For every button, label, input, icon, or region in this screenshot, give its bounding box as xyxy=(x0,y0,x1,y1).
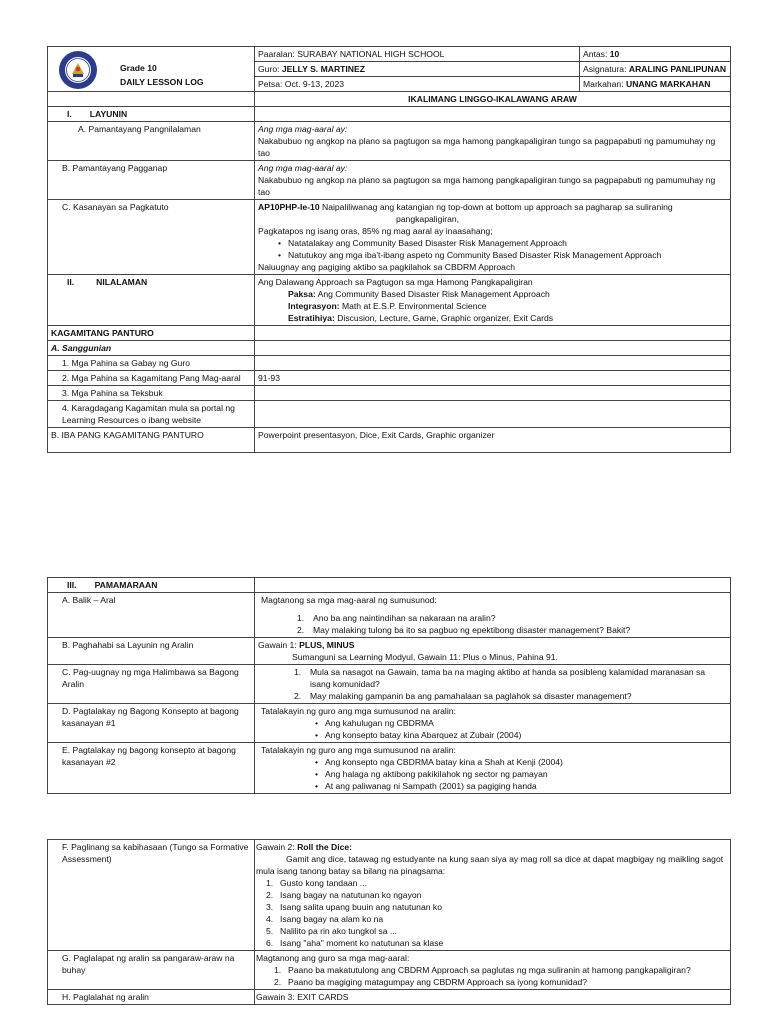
list-item: 3. Isang salita upang buuin ang natutunan ko xyxy=(266,902,442,912)
balik-aral-content: Magtanong sa mga mag-aaral ng sumusunod: 1. Ano ba ang naintindihan sa nakaraan na aralin? 2. May malaking tulong ba ito sa pagbuo ng epektibong disaster management? Bakit? xyxy=(255,593,731,638)
markahan-cell: Markahan: UNANG MARKAHAN xyxy=(580,77,731,92)
list-item: 2. May malaking tulong ba ito sa pagbuo ng epektibong disaster management? Bakit? xyxy=(297,625,631,635)
quarter-value: UNANG MARKAHAN xyxy=(626,79,711,89)
list-item: 1. Gusto kong tandaan ... xyxy=(266,878,367,888)
pagtalakay-2-content: Tatalakayin ng guro ang mga sumusunod na aralin: • Ang konsepto nga CBDRMA batay kina a Shah at Kenji (2004) • Ang halaga ng aktibong pakikilahok ng sector ng pamayan • At ang paliwanag ni Sampath (2001) sa pagiging handa xyxy=(255,743,731,794)
week-day-label: IKALIMANG LINGGO-IKALAWANG ARAW xyxy=(255,92,731,107)
list-item: • Ang halaga ng aktibong pakikilahok ng sector ng pamayan xyxy=(261,768,727,780)
paaralan-cell: Paaralan: SURABAY NATIONAL HIGH SCHOOL xyxy=(255,47,580,62)
karagdagang-kagamitan-label: 4. Karagdagang Kagamitan mula sa portal ng Learning Resources o ibang website xyxy=(48,401,255,428)
list-item: 1. Mula sa nasagot na Gawain, tama ba na maging aktibo at handa sa posibleng kalamidad maranasan sa isang komunidad? xyxy=(294,667,706,689)
balik-aral-label: A. Balik – Aral xyxy=(48,593,255,638)
pagtalakay-1-label: D. Pagtalakay ng Bagong Konsepto at bagong kasanayan #1 xyxy=(48,704,255,743)
asignatura-cell: Asignatura: ARALING PANLIPUNAN xyxy=(580,62,731,77)
pages-value: 91-93 xyxy=(255,371,731,386)
pag-uugnay-label: C. Pag-uugnay ng mga Halimbawa sa Bagong Aralin xyxy=(48,665,255,704)
nilalaman-content: Ang Dalawang Approach sa Pagtugon sa mga Hamong Pangkapaligiran Paksa: Ang Community Based Disaster Risk Management Approach Integrasyon: Math at E.S.P. Environmental Science Estratihiya: Discusion, Lecture, Game, Graphic organizer, Exit Cards xyxy=(255,275,731,326)
grade-label: Grade 10 xyxy=(120,63,157,73)
school-name: SURABAY NATIONAL HIGH SCHOOL xyxy=(297,49,445,59)
nilalaman-heading: II. NILALAMAN xyxy=(48,275,255,326)
lesson-log-table-top xyxy=(47,46,731,453)
paglinang-label: F. Paglinang sa kabihasaan (Tungo sa Formative Assessment) xyxy=(48,840,255,951)
kasanayan-label: C. Kasanayan sa Pagkatuto xyxy=(48,200,255,275)
teacher-name: JELLY S. MARTINEZ xyxy=(281,64,365,74)
pagtalakay-2-label: E. Pagtalakay ng bagong konsepto at bagong kasanayan #2 xyxy=(48,743,255,794)
pamamaraan-heading: III. PAMAMARAAN xyxy=(48,578,255,593)
kasanayan-content: AP10PHP-Ie-10 Naipaliliwanag ang katangian ng top-down at bottom up approach sa pagharap sa suliraning pangkapaligiran, Pagkatapos ng isang oras, 85% ng mag aaral ay inaasahang; • Natatalakay ang Community Based Disaster Risk Management Approach • Natutukoy ang mga iba't-ibang aspeto ng Community Based Disaster Risk Management Approach Naiuugnay ang pagiging aktibo sa pagkilahok sa CBDRM Approach xyxy=(255,200,731,275)
pamantayang-pangnilalaman-label: A. Pamantayang Pangnilalaman xyxy=(48,122,255,161)
paglalahat-content: Gawain 3: EXIT CARDS xyxy=(255,990,731,1005)
list-item: 5. Nalilito pa rin ako tungkol sa ... xyxy=(266,926,398,936)
layunin-heading: I. LAYUNIN xyxy=(48,107,255,122)
list-item: 2. Isang bagay na natutunan ko ngayon xyxy=(266,890,422,900)
petsa-cell: Petsa: Oct. 9-13, 2023 xyxy=(255,77,580,92)
iba-pang-kagamitan-label: B. IBA PANG KAGAMITANG PANTURO xyxy=(48,428,255,453)
list-item: • Ang kahulugan ng CBDRMA xyxy=(261,717,727,729)
paghahabi-label: B. Paghahabi sa Layunin ng Aralin xyxy=(48,638,255,665)
pamantayang-pagganap-content: Ang mga mag-aaral ay: Nakabubuo ng angkop na plano sa pagtugon sa mga hamong pangkapaligiran tungo sa pagpapabuti ng pamumuhay ng tao xyxy=(255,161,731,200)
paglalapat-content: Magtanong ang guro sa mga mag-aaral: 1. Paano ba makatutulong ang CBDRM Approach sa paglutas ng mga suliranin at hamong pangkapaligiran? 2. Paano ba magiging matagumpay ang CBDRM Approach sa iyong komunidad? xyxy=(255,951,731,990)
kagamitang-mag-aaral-label: 2. Mga Pahina sa Kagamitang Pang Mag-aaral xyxy=(48,371,255,386)
paglalahat-label: H. Paglalahat ng aralin xyxy=(48,990,255,1005)
gabay-guro-label: 1. Mga Pahina sa Gabay ng Guro xyxy=(48,356,255,371)
sanggunian-heading: A. Sanggunian xyxy=(48,341,255,356)
pamamaraan-table-2 xyxy=(47,839,731,1005)
subject-name: ARALING PANLIPUNAN xyxy=(628,64,727,74)
competency-code: AP10PHP-Ie-10 xyxy=(258,202,320,212)
teksbuk-label: 3. Mga Pahina sa Teksbuk xyxy=(48,386,255,401)
guro-cell: Guro: JELLY S. MARTINEZ xyxy=(255,62,580,77)
list-item: 4. Isang bagay na alam ko na xyxy=(266,914,384,924)
kagamitang-panturo-heading: KAGAMITANG PANTURO xyxy=(48,326,255,341)
pagtalakay-1-content: Tatalakayin ng guro ang mga sumusunod na aralin: • Ang kahulugan ng CBDRMA • Ang konsepto batay kina Abarquez at Zubair (2004) xyxy=(255,704,731,743)
paglinang-content: Gawain 2: Roll the Dice: Gamit ang dice, tatawag ng estudyante na kung saan siya ay mag roll sa dice at dapat magbigay ng maikling sagot mula isang tanong batay sa bilang na pinagsama: 1. Gusto kong tandaan ... 2. Isang bagay na natutunan ko ngayon 3. Isang salita upang buuin ang natutunan ko 4. Isang bagay na alam ko na 5. Nalilito pa rin ako tungkol sa ... 6. Isang "aha" moment ko natutunan sa klase xyxy=(255,840,731,951)
antas-value: 10 xyxy=(609,49,620,59)
pamantayang-pangnilalaman-content: Ang mga mag-aaral ay: Nakabubuo ng angkop na plano sa pagtugon sa mga hamong pangkapaligiran tungo sa pagpapabuti ng pamumuhay ng tao xyxy=(255,122,731,161)
iba-pang-kagamitan-value: Powerpoint presentasyon, Dice, Exit Cards, Graphic organizer xyxy=(255,428,731,453)
pag-uugnay-content xyxy=(255,665,731,704)
list-item: • Natutukoy ang mga iba't-ibang aspeto ng Community Based Disaster Risk Management Approach xyxy=(258,249,727,261)
pamantayang-pagganap-label: B. Pamantayang Pagganap xyxy=(48,161,255,200)
list-item: • At ang paliwanag ni Sampath (2001) sa pagiging handa xyxy=(261,780,727,792)
date-value: Oct. 9-13, 2023 xyxy=(284,79,345,89)
pamamaraan-table-1 xyxy=(47,577,731,794)
daily-lesson-log-label: DAILY LESSON LOG xyxy=(120,77,204,87)
header-title-cell xyxy=(48,47,255,92)
list-item: 1. Paano ba makatutulong ang CBDRM Approach sa paglutas ng mga suliranin at hamong pangkapaligiran? xyxy=(274,965,691,975)
list-item: 6. Isang "aha" moment ko natutunan sa klase xyxy=(266,938,444,948)
list-item: • Ang konsepto nga CBDRMA batay kina a Shah at Kenji (2004) xyxy=(261,756,727,768)
list-item: • Ang konsepto batay kina Abarquez at Zubair (2004) xyxy=(261,729,727,741)
list-item: 2. Paano ba magiging matagumpay ang CBDRM Approach sa iyong komunidad? xyxy=(274,977,588,987)
list-item: • Natatalakay ang Community Based Disaster Risk Management Approach xyxy=(258,237,727,249)
list-item: 2. May malaking gampanin ba ang pamahalaan sa paglahok sa disaster management? xyxy=(294,691,632,701)
antas-cell: Antas: 10 xyxy=(580,47,731,62)
paghahabi-content: Gawain 1: PLUS, MINUS Sumanguni sa Learning Modyul, Gawain 11: Plus o Minus, Pahina 91. xyxy=(255,638,731,665)
list-item: 1. Ano ba ang naintindihan sa nakaraan na aralin? xyxy=(297,613,496,623)
paglalapat-label: G. Paglalapat ng aralin sa pangaraw-araw na buhay xyxy=(48,951,255,990)
